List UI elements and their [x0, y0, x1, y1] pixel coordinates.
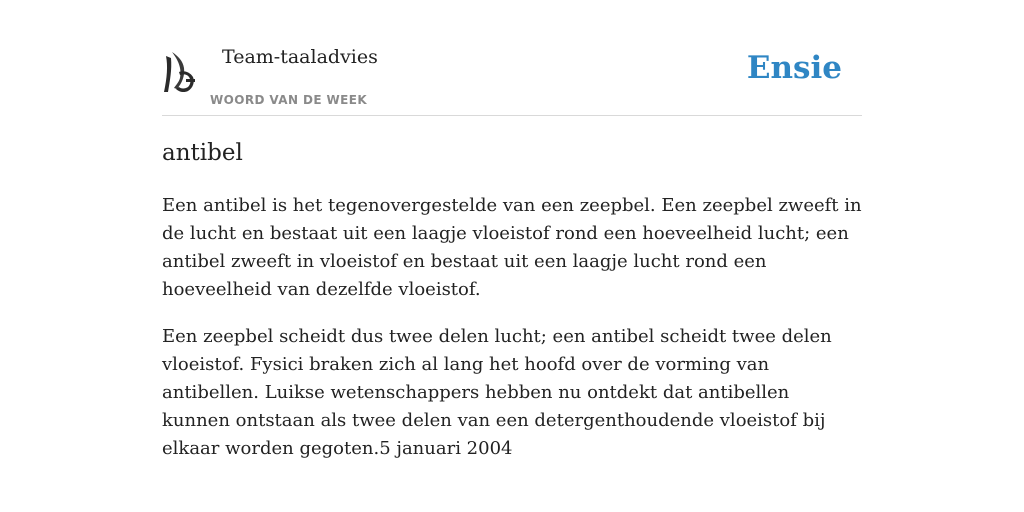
ensie-logo-icon	[162, 48, 198, 96]
author-name[interactable]: Team-taaladvies	[222, 46, 378, 68]
category-label: WOORD VAN DE WEEK	[210, 93, 368, 107]
entry-paragraph-2-text: Een zeepbel scheidt dus twee delen lucht; een antibel scheidt twee delen vloeistof. Fysici braken zich al lang het hoofd over de vorming van antibellen. Luikse wetenschappers hebben nu ontdekt dat antibellen kunnen ontstaan als twee delen van een detergenthoudende vloeistof bij elkaar worden gegoten.	[162, 326, 832, 459]
entry-body	[162, 192, 862, 482]
entry-header	[162, 36, 862, 116]
entry-paragraph-1: Een antibel is het tegenovergestelde van een zeepbel. Een zeepbel zweeft in de lucht en bestaat uit een laagje vloeistof rond een hoeveelheid lucht; een antibel zweeft in vloeistof en bestaat uit een laagje lucht rond een hoeveelheid van dezelfde vloeistof.	[162, 195, 862, 300]
brand-logo[interactable]: Ensie	[746, 50, 842, 86]
entry-card	[162, 36, 862, 459]
entry-title: antibel	[162, 140, 243, 166]
entry-paragraph-2	[162, 323, 862, 463]
entry-date: 5 januari 2004	[379, 438, 513, 459]
